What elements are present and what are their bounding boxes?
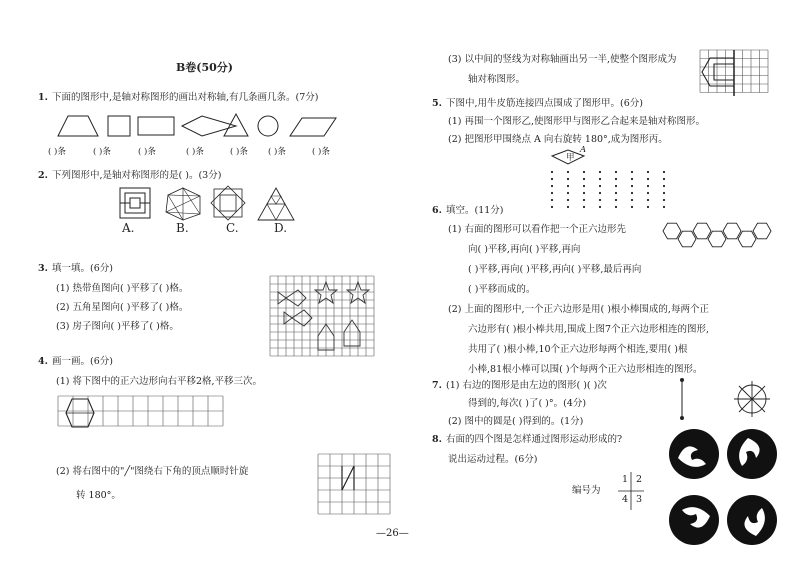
- q7-figures: [672, 378, 792, 424]
- segment-figure: [681, 379, 684, 420]
- parallelogram-shape: [290, 118, 336, 136]
- q7-number: 7.: [432, 380, 442, 391]
- option-d[interactable]: D.: [274, 221, 288, 235]
- q1-slot-5[interactable]: ( )条: [230, 147, 248, 157]
- q3-item-3: (3) 房子图向( )平移了( )格。: [56, 321, 179, 332]
- q2-number: 2.: [38, 170, 48, 181]
- option-a[interactable]: A.: [122, 221, 135, 235]
- q4-item-2-line2: 转 180°。: [76, 490, 121, 501]
- q2-figures: [118, 186, 318, 222]
- q6-hexagon-chain: [662, 218, 772, 252]
- rotated-squares-figure: [211, 186, 245, 220]
- q5-number: 5.: [432, 98, 442, 109]
- q1-slot-7[interactable]: ( )条: [312, 147, 330, 157]
- section-title: B卷(50分): [176, 61, 234, 74]
- q4-text: 画一画。(6分): [52, 356, 113, 367]
- q4-3-line1: (3) 以中间的竖线为对称轴画出另一半,使整个图形成为: [448, 54, 677, 65]
- q7-line-2: 得到的,每次( )了( )°。(4分): [468, 398, 587, 409]
- q1-slot-3[interactable]: ( )条: [138, 147, 156, 157]
- q3-number: 3.: [38, 263, 48, 274]
- triangle-fractal-figure: [258, 188, 294, 220]
- q4-number: 4.: [38, 356, 48, 367]
- square-shape: [108, 116, 130, 136]
- kite-shape: [182, 116, 236, 136]
- q8-num-2: 2: [636, 474, 643, 485]
- q8-num-4: 4: [622, 494, 629, 505]
- q6-line-4: ( )平移而成的。: [468, 284, 536, 295]
- q8-quadrant-divider: [616, 472, 646, 512]
- q4-item-2-line1: (2) 将右图中的"╱"图绕右下角的顶点顺时针旋: [56, 466, 249, 477]
- q7-line-1: (1) 右边的图形是由左边的图形( )( )次: [446, 380, 607, 391]
- q3-grid-figure: [270, 276, 376, 360]
- q3-item-1: (1) 热带鱼图向( )平移了( )格。: [56, 283, 189, 294]
- q6-line-2: 向( )平移,再向( )平移,再向: [468, 244, 581, 255]
- option-b[interactable]: B.: [176, 221, 189, 235]
- q4-3-line2: 轴对称图形。: [468, 74, 526, 85]
- rotated-segments-figure: [734, 381, 770, 417]
- circle-shape: [258, 116, 278, 136]
- q7-line-3: (2) 图中的圆是( )得到的。(1分): [448, 416, 584, 427]
- q6-line-8: 小棒,81根小棒可以围( )个每两个正六边形相连的图形。: [468, 364, 703, 375]
- q8-line-2: 说出运动过程。(6分): [448, 454, 538, 465]
- q4-item-1: (1) 将下图中的正六边形向右平移2格,平移三次。: [56, 376, 263, 387]
- q4-rotation-grid: [318, 454, 390, 514]
- q1-slot-4[interactable]: ( )条: [186, 147, 204, 157]
- q1-slot-6[interactable]: ( )条: [268, 147, 286, 157]
- label-a: A: [580, 145, 587, 155]
- q4-hexagon-grid: [58, 396, 228, 432]
- star-polygon-figure: [166, 188, 200, 220]
- q5-text: 下图中,用牛皮筋连接四点围成了图形甲。(6分): [446, 98, 643, 109]
- q6-text: 填空。(11分): [446, 205, 504, 216]
- option-c[interactable]: C.: [226, 221, 239, 235]
- q6-line-6: 六边形有( )根小棒共用,围成上图7个正六边形相连的图形,: [468, 324, 710, 335]
- q3-item-2: (2) 五角星图向( )平移了( )格。: [56, 302, 189, 313]
- q8-num-3: 3: [636, 494, 643, 505]
- q6-number: 6.: [432, 205, 442, 216]
- q6-line-5: (2) 上面的图形中,一个正六边形是用( )根小棒围成的,每两个正: [448, 304, 709, 315]
- q6-line-1: (1) 右面的图形可以看作把一个正六边形先: [448, 224, 626, 235]
- q1-slot-2[interactable]: ( )条: [93, 147, 111, 157]
- label-jia: 甲: [566, 153, 575, 163]
- arrow-half-shape: [702, 58, 734, 86]
- q8-motion-figures: [664, 426, 784, 556]
- q8-number: 8.: [432, 434, 442, 445]
- q1-shapes: [50, 112, 410, 142]
- house-shape: [318, 320, 360, 350]
- q4-3-symmetry-grid: [700, 50, 768, 96]
- q1-number: 1.: [38, 92, 48, 103]
- q6-line-7: 共用了( )根小棒,10个正六边形每两个相连,要用( )根: [468, 344, 688, 355]
- triangle-shape: [224, 114, 248, 136]
- trapezoid-shape: [58, 116, 98, 136]
- page-number: —26—: [376, 528, 409, 539]
- q8-line-1: 右面的四个图是怎样通过图形运动形成的?: [446, 434, 623, 445]
- q5-item-1: (1) 再围一个图形乙,使图形甲与图形乙合起来是轴对称图形。: [448, 116, 705, 127]
- maze-pattern-figure: [120, 188, 150, 218]
- q2-text: 下列图形中,是轴对称图形的是( )。(3分): [52, 170, 222, 181]
- q1-text: 下面的图形中,是轴对称图形的画出对称轴,有几条画几条。(7分): [52, 92, 319, 103]
- q1-slot-1[interactable]: ( )条: [48, 147, 66, 157]
- q8-label: 编号为: [572, 485, 601, 496]
- q3-text: 填一填。(6分): [52, 263, 113, 274]
- q6-line-3: ( )平移,再向( )平移,再向( )平移,最后再向: [468, 264, 642, 275]
- rectangle-shape: [138, 117, 174, 135]
- q5-item-2: (2) 把图形甲围绕点 A 向右旋转 180°,成为图形丙。: [448, 134, 668, 145]
- q8-num-1: 1: [622, 474, 629, 485]
